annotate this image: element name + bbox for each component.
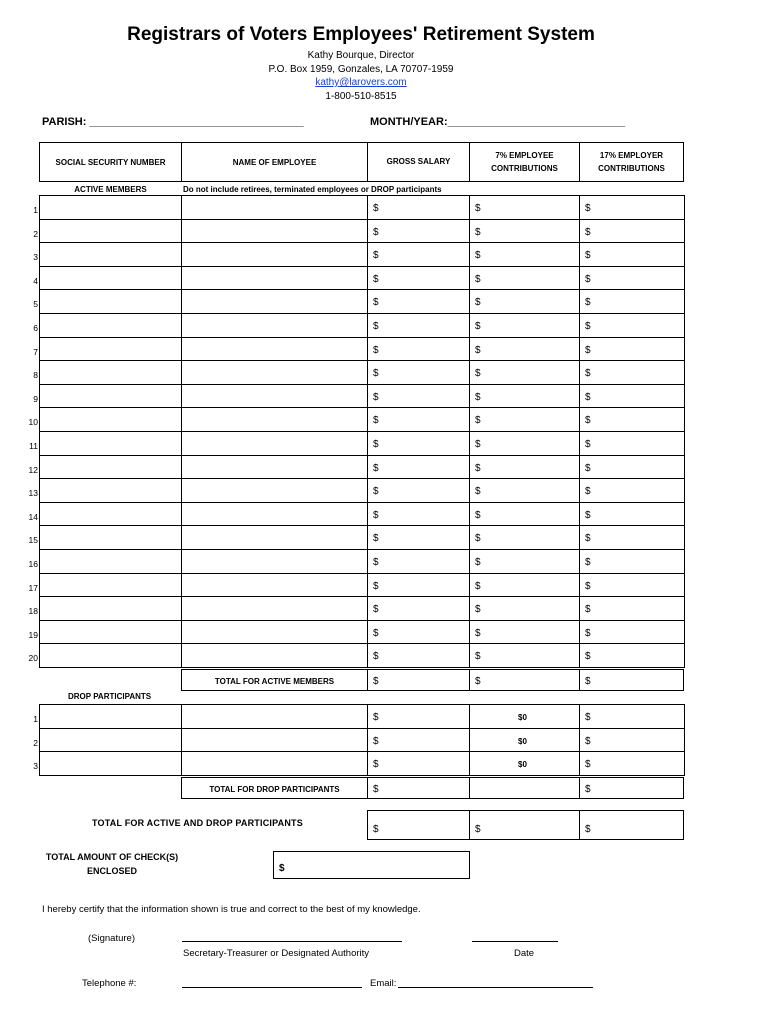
name-cell[interactable] bbox=[181, 289, 368, 314]
dollar-sign: $ bbox=[475, 463, 481, 474]
dollar-sign: $ bbox=[585, 759, 591, 770]
name-cell[interactable] bbox=[181, 502, 368, 526]
dollar-sign: $ bbox=[585, 712, 591, 723]
name-cell[interactable] bbox=[181, 455, 368, 479]
dollar-sign: $ bbox=[585, 345, 591, 356]
gross-salary-cell[interactable] bbox=[367, 431, 470, 456]
employer-contribution-cell[interactable] bbox=[579, 596, 685, 621]
employee-contribution-cell[interactable] bbox=[469, 219, 580, 243]
ssn-cell[interactable] bbox=[39, 266, 182, 290]
name-cell[interactable] bbox=[181, 313, 368, 338]
row-number: 20 bbox=[28, 653, 38, 663]
name-cell[interactable] bbox=[181, 620, 368, 644]
ssn-cell[interactable] bbox=[39, 525, 182, 550]
row-number: 11 bbox=[29, 441, 38, 451]
dollar-sign: $ bbox=[373, 203, 379, 214]
dollar-sign: $ bbox=[585, 368, 591, 379]
drop-gross-salary-cell[interactable] bbox=[367, 704, 470, 729]
row-number: 12 bbox=[28, 465, 38, 475]
director-name: Kathy Bourque, Director bbox=[307, 50, 415, 61]
col-header-employee bbox=[470, 149, 579, 175]
gross-salary-cell[interactable] bbox=[367, 313, 470, 338]
drop-participants-label: DROP PARTICIPANTS bbox=[68, 692, 152, 701]
dollar-sign: $ bbox=[373, 533, 379, 544]
date-line[interactable] bbox=[472, 941, 558, 942]
dollar-sign: $ bbox=[373, 227, 379, 238]
ssn-cell[interactable] bbox=[39, 620, 182, 644]
gross-salary-cell[interactable] bbox=[367, 289, 470, 314]
parish-field[interactable]: PARISH: ___________________________________ bbox=[42, 116, 304, 128]
dollar-sign: $ bbox=[475, 510, 481, 521]
row-number: 3 bbox=[33, 252, 38, 262]
check-amount-input[interactable] bbox=[273, 851, 470, 879]
employer-contribution-cell[interactable] bbox=[579, 502, 685, 526]
dollar-sign: $ bbox=[585, 203, 591, 214]
gross-salary-cell[interactable] bbox=[367, 596, 470, 621]
gross-salary-cell[interactable] bbox=[367, 525, 470, 550]
employer-contribution-cell[interactable] bbox=[579, 431, 685, 456]
dollar-sign: $ bbox=[475, 604, 481, 615]
drop-employee-value: $0 bbox=[518, 713, 527, 722]
drop-name-cell[interactable] bbox=[181, 728, 368, 752]
dollar-sign: $ bbox=[475, 392, 481, 403]
dollar-sign: $ bbox=[373, 651, 379, 662]
dollar-sign: $ bbox=[585, 297, 591, 308]
signature-line[interactable] bbox=[182, 941, 402, 942]
col-header-gross: GROSS SALARY bbox=[386, 157, 451, 166]
gross-salary-cell[interactable] bbox=[367, 407, 470, 432]
drop-gross-salary-cell[interactable] bbox=[367, 751, 470, 776]
name-cell[interactable] bbox=[181, 549, 368, 574]
dollar-sign: $ bbox=[585, 463, 591, 474]
employee-contribution-cell[interactable] bbox=[469, 573, 580, 597]
employer-contribution-cell[interactable] bbox=[579, 384, 685, 408]
employer-contribution-cell[interactable] bbox=[579, 195, 685, 220]
dollar-sign: $ bbox=[475, 581, 481, 592]
dollar-sign: $ bbox=[475, 345, 481, 356]
ssn-cell[interactable] bbox=[39, 195, 182, 220]
dollar-sign: $ bbox=[585, 628, 591, 639]
dollar-sign: $ bbox=[585, 415, 591, 426]
employee-contribution-cell[interactable] bbox=[469, 313, 580, 338]
employer-contribution-cell[interactable] bbox=[579, 313, 685, 338]
employee-contribution-cell[interactable] bbox=[469, 384, 580, 408]
dollar-sign: $ bbox=[373, 415, 379, 426]
gross-salary-cell[interactable] bbox=[367, 384, 470, 408]
dollar-sign: $ bbox=[475, 203, 481, 214]
employee-contribution-cell[interactable] bbox=[469, 549, 580, 574]
dollar-sign: $ bbox=[373, 274, 379, 285]
row-number: 13 bbox=[28, 488, 38, 498]
dollar-sign: $ bbox=[475, 321, 481, 332]
active-members-label: ACTIVE MEMBERS bbox=[74, 185, 147, 194]
dollar-sign: $ bbox=[373, 759, 379, 770]
col-header-employer-l2: CONTRIBUTIONS bbox=[598, 164, 665, 173]
dollar-sign: $ bbox=[373, 368, 379, 379]
employer-contribution-cell[interactable] bbox=[579, 219, 685, 243]
email-label: Email: bbox=[370, 978, 397, 989]
dollar-sign: $ bbox=[475, 250, 481, 261]
employee-contribution-cell[interactable] bbox=[469, 360, 580, 385]
month-year-field[interactable]: MONTH/YEAR:_____________________________ bbox=[370, 116, 626, 128]
dollar-sign: $ bbox=[373, 736, 379, 747]
row-number: 2 bbox=[33, 229, 38, 239]
col-header-employee-l2: CONTRIBUTIONS bbox=[491, 164, 558, 173]
employer-contribution-cell[interactable] bbox=[579, 242, 685, 267]
total-drop-label: TOTAL FOR DROP PARTICIPANTS bbox=[209, 785, 340, 794]
dollar-sign: $ bbox=[373, 392, 379, 403]
row-number: 5 bbox=[33, 299, 38, 309]
total-active-employer[interactable]: $ bbox=[585, 676, 591, 687]
name-cell[interactable] bbox=[181, 431, 368, 456]
ssn-cell[interactable] bbox=[39, 549, 182, 574]
employee-contribution-cell[interactable] bbox=[469, 455, 580, 479]
name-cell[interactable] bbox=[181, 337, 368, 361]
gross-salary-cell[interactable] bbox=[367, 549, 470, 574]
dollar-sign: $ bbox=[585, 581, 591, 592]
employer-contribution-cell[interactable] bbox=[579, 360, 685, 385]
drop-ssn-cell[interactable] bbox=[39, 728, 182, 752]
gross-salary-cell[interactable] bbox=[367, 620, 470, 644]
dollar-sign: $ bbox=[585, 274, 591, 285]
telephone-label: Telephone #: bbox=[82, 978, 137, 989]
check-amount-label bbox=[42, 852, 182, 876]
drop-name-cell[interactable] bbox=[181, 751, 368, 776]
dollar-sign: $ bbox=[373, 604, 379, 615]
name-cell[interactable] bbox=[181, 525, 368, 550]
phone-number: 1-800-510-8515 bbox=[325, 91, 397, 102]
gross-salary-cell[interactable] bbox=[367, 455, 470, 479]
employer-contribution-cell[interactable] bbox=[579, 289, 685, 314]
dollar-sign: $ bbox=[475, 415, 481, 426]
employer-contribution-cell[interactable] bbox=[579, 643, 685, 668]
drop-employee-value: $0 bbox=[518, 737, 527, 746]
drop-ssn-cell[interactable] bbox=[39, 751, 182, 776]
email-link[interactable]: kathy@larovers.com bbox=[315, 77, 407, 88]
dollar-sign: $ bbox=[373, 250, 379, 261]
employee-contribution-cell[interactable] bbox=[469, 620, 580, 644]
dollar-sign: $ bbox=[585, 321, 591, 332]
col-header-employee-l1: 7% EMPLOYEE bbox=[495, 151, 554, 160]
dollar-sign: $ bbox=[585, 510, 591, 521]
row-number: 8 bbox=[33, 370, 38, 380]
drop-row-number: 1 bbox=[33, 714, 38, 724]
email-line[interactable] bbox=[398, 987, 593, 988]
name-cell[interactable] bbox=[181, 407, 368, 432]
row-number: 14 bbox=[28, 512, 38, 522]
ssn-cell[interactable] bbox=[39, 478, 182, 503]
gross-salary-cell[interactable] bbox=[367, 478, 470, 503]
ssn-cell[interactable] bbox=[39, 242, 182, 267]
gross-salary-cell[interactable] bbox=[367, 337, 470, 361]
row-number: 19 bbox=[28, 630, 38, 640]
gross-salary-cell[interactable] bbox=[367, 195, 470, 220]
employee-contribution-cell[interactable] bbox=[469, 289, 580, 314]
col-header-employer bbox=[580, 149, 683, 175]
ssn-cell[interactable] bbox=[39, 360, 182, 385]
dollar-sign: $ bbox=[475, 297, 481, 308]
row-number: 16 bbox=[28, 559, 38, 569]
dollar-sign: $ bbox=[373, 345, 379, 356]
col-header-name: NAME OF EMPLOYEE bbox=[232, 158, 317, 167]
drop-employer-contribution-cell[interactable] bbox=[579, 751, 685, 776]
ssn-cell[interactable] bbox=[39, 219, 182, 243]
dollar-sign: $ bbox=[585, 557, 591, 568]
dollar-sign: $ bbox=[475, 439, 481, 450]
dollar-sign: $ bbox=[475, 227, 481, 238]
dollar-sign: $ bbox=[475, 557, 481, 568]
grand-total-label: TOTAL FOR ACTIVE AND DROP PARTICIPANTS bbox=[92, 818, 303, 828]
dollar-sign: $ bbox=[475, 651, 481, 662]
signature-label: (Signature) bbox=[88, 933, 135, 944]
employee-contribution-cell[interactable] bbox=[469, 266, 580, 290]
drop-ssn-cell[interactable] bbox=[39, 704, 182, 729]
employee-contribution-cell[interactable] bbox=[469, 242, 580, 267]
row-number: 7 bbox=[33, 347, 38, 357]
employer-contribution-cell[interactable] bbox=[579, 407, 685, 432]
dollar-sign: $ bbox=[475, 486, 481, 497]
authority-label: Secretary-Treasurer or Designated Authority bbox=[183, 948, 370, 959]
employer-contribution-cell[interactable] bbox=[579, 337, 685, 361]
name-cell[interactable] bbox=[181, 219, 368, 243]
ssn-cell[interactable] bbox=[39, 407, 182, 432]
gross-salary-cell[interactable] bbox=[367, 573, 470, 597]
dollar-sign: $ bbox=[585, 227, 591, 238]
employee-contribution-cell[interactable] bbox=[469, 643, 580, 668]
ssn-cell[interactable] bbox=[39, 455, 182, 479]
dollar-sign: $ bbox=[585, 486, 591, 497]
row-number: 10 bbox=[28, 417, 38, 427]
dollar-sign: $ bbox=[585, 250, 591, 261]
employer-contribution-cell[interactable] bbox=[579, 620, 685, 644]
name-cell[interactable] bbox=[181, 360, 368, 385]
dollar-sign: $ bbox=[475, 368, 481, 379]
name-cell[interactable] bbox=[181, 596, 368, 621]
form-title: Registrars of Voters Employees' Retirement System bbox=[127, 24, 595, 45]
name-cell[interactable] bbox=[181, 266, 368, 290]
total-drop-gross[interactable]: $ bbox=[373, 784, 379, 795]
employee-contribution-cell[interactable] bbox=[469, 195, 580, 220]
check-amount-label-l2: ENCLOSED bbox=[86, 866, 137, 876]
ssn-cell[interactable] bbox=[39, 384, 182, 408]
check-amount-dollar: $ bbox=[279, 863, 285, 874]
col-header-ssn: SOCIAL SECURITY NUMBER bbox=[55, 158, 166, 167]
grand-total-row bbox=[367, 810, 684, 840]
employee-contribution-cell[interactable] bbox=[469, 431, 580, 456]
ssn-cell[interactable] bbox=[39, 289, 182, 314]
dollar-sign: $ bbox=[585, 604, 591, 615]
check-amount-label-l1: TOTAL AMOUNT OF CHECK(S) bbox=[45, 852, 179, 862]
employer-contribution-cell[interactable] bbox=[579, 266, 685, 290]
name-cell[interactable] bbox=[181, 643, 368, 668]
ssn-cell[interactable] bbox=[39, 313, 182, 338]
col-header-employer-l1: 17% EMPLOYER bbox=[599, 151, 664, 160]
dollar-sign: $ bbox=[373, 581, 379, 592]
date-label: Date bbox=[514, 948, 535, 959]
dollar-sign: $ bbox=[373, 463, 379, 474]
drop-row-number: 2 bbox=[33, 738, 38, 748]
gross-salary-cell[interactable] bbox=[367, 643, 470, 668]
employer-contribution-cell[interactable] bbox=[579, 525, 685, 550]
ssn-cell[interactable] bbox=[39, 502, 182, 526]
grand-total-gross[interactable]: $ bbox=[373, 824, 379, 835]
total-active-label: TOTAL FOR ACTIVE MEMBERS bbox=[214, 677, 335, 686]
grand-total-employee[interactable]: $ bbox=[475, 824, 481, 835]
drop-employer-contribution-cell[interactable] bbox=[579, 704, 685, 729]
row-number: 4 bbox=[33, 276, 38, 286]
employer-contribution-cell[interactable] bbox=[579, 455, 685, 479]
gross-salary-cell[interactable] bbox=[367, 360, 470, 385]
certification-statement: I hereby certify that the information shown is true and correct to the best of my knowledge. bbox=[42, 904, 421, 915]
employer-contribution-cell[interactable] bbox=[579, 478, 685, 503]
ssn-cell[interactable] bbox=[39, 573, 182, 597]
dollar-sign: $ bbox=[373, 439, 379, 450]
name-cell[interactable] bbox=[181, 195, 368, 220]
row-number: 17 bbox=[28, 583, 38, 593]
dollar-sign: $ bbox=[373, 557, 379, 568]
dollar-sign: $ bbox=[585, 392, 591, 403]
row-number: 18 bbox=[28, 606, 38, 616]
ssn-cell[interactable] bbox=[39, 596, 182, 621]
gross-salary-cell[interactable] bbox=[367, 219, 470, 243]
total-drop-employer[interactable]: $ bbox=[585, 784, 591, 795]
dollar-sign: $ bbox=[475, 533, 481, 544]
drop-employee-contribution-cell[interactable] bbox=[469, 728, 580, 752]
employer-contribution-cell[interactable] bbox=[579, 573, 685, 597]
dollar-sign: $ bbox=[373, 321, 379, 332]
row-number: 15 bbox=[28, 535, 38, 545]
mailing-address: P.O. Box 1959, Gonzales, LA 70707-1959 bbox=[268, 64, 454, 75]
drop-employee-contribution-cell[interactable] bbox=[469, 704, 580, 729]
ssn-cell[interactable] bbox=[39, 431, 182, 456]
grand-total-employer[interactable]: $ bbox=[585, 824, 591, 835]
dollar-sign: $ bbox=[585, 439, 591, 450]
dollar-sign: $ bbox=[475, 274, 481, 285]
telephone-line[interactable] bbox=[182, 987, 362, 988]
gross-salary-cell[interactable] bbox=[367, 242, 470, 267]
total-active-gross[interactable]: $ bbox=[373, 676, 379, 687]
dollar-sign: $ bbox=[585, 651, 591, 662]
name-cell[interactable] bbox=[181, 384, 368, 408]
dollar-sign: $ bbox=[585, 736, 591, 747]
row-number: 1 bbox=[33, 205, 38, 215]
dollar-sign: $ bbox=[373, 510, 379, 521]
gross-salary-cell[interactable] bbox=[367, 502, 470, 526]
dollar-sign: $ bbox=[585, 533, 591, 544]
active-members-note: Do not include retirees, terminated employees or DROP participants bbox=[183, 185, 442, 194]
row-number: 9 bbox=[33, 394, 38, 404]
drop-employee-contribution-cell[interactable] bbox=[469, 751, 580, 776]
dollar-sign: $ bbox=[373, 628, 379, 639]
drop-row-number: 3 bbox=[33, 761, 38, 771]
drop-gross-salary-cell[interactable] bbox=[367, 728, 470, 752]
employee-contribution-cell[interactable] bbox=[469, 596, 580, 621]
name-cell[interactable] bbox=[181, 573, 368, 597]
dollar-sign: $ bbox=[373, 486, 379, 497]
total-active-employee[interactable]: $ bbox=[475, 676, 481, 687]
employee-contribution-cell[interactable] bbox=[469, 502, 580, 526]
drop-name-cell[interactable] bbox=[181, 704, 368, 729]
dollar-sign: $ bbox=[475, 628, 481, 639]
drop-employer-contribution-cell[interactable] bbox=[579, 728, 685, 752]
name-cell[interactable] bbox=[181, 242, 368, 267]
employee-contribution-cell[interactable] bbox=[469, 525, 580, 550]
employee-contribution-cell[interactable] bbox=[469, 337, 580, 361]
gross-salary-cell[interactable] bbox=[367, 266, 470, 290]
name-cell[interactable] bbox=[181, 478, 368, 503]
ssn-cell[interactable] bbox=[39, 643, 182, 668]
dollar-sign: $ bbox=[373, 297, 379, 308]
row-number: 6 bbox=[33, 323, 38, 333]
employer-contribution-cell[interactable] bbox=[579, 549, 685, 574]
employee-contribution-cell[interactable] bbox=[469, 478, 580, 503]
dollar-sign: $ bbox=[373, 712, 379, 723]
ssn-cell[interactable] bbox=[39, 337, 182, 361]
drop-employee-value: $0 bbox=[518, 760, 527, 769]
employee-contribution-cell[interactable] bbox=[469, 407, 580, 432]
